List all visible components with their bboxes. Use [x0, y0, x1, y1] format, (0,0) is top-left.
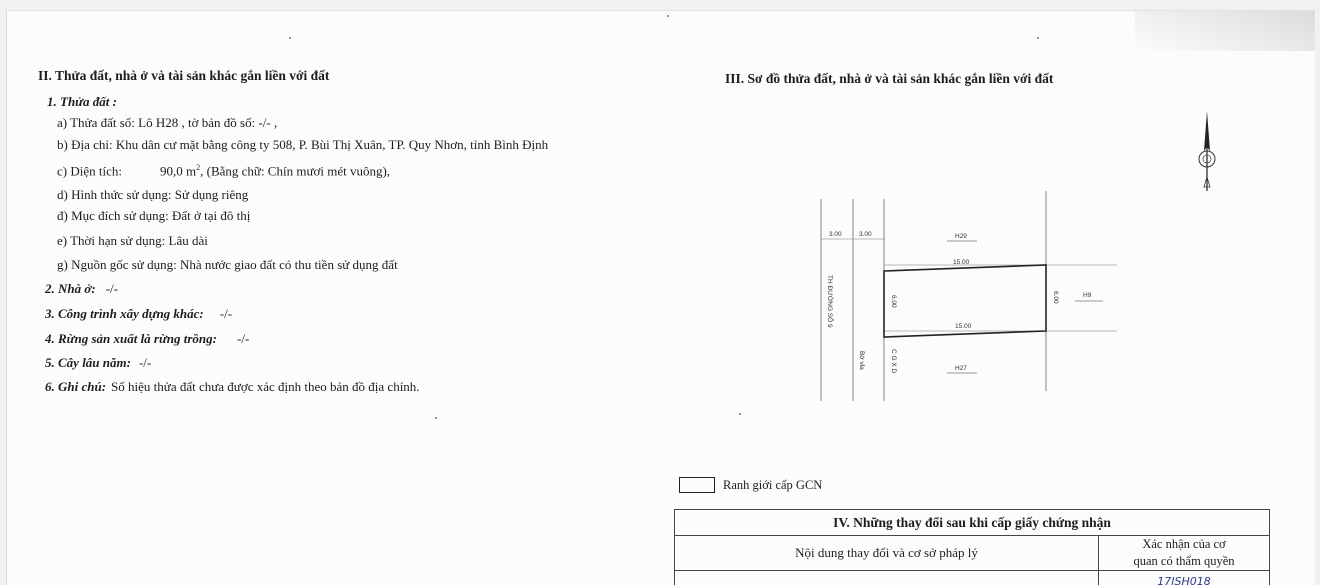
house-label: 2. Nhà ở: — [45, 281, 96, 296]
scan-speck — [739, 413, 741, 415]
changes-content-cell — [675, 571, 1099, 585]
legend — [679, 477, 822, 493]
sidewalk-label: Bờ vỉa — [858, 351, 865, 370]
cgxd-label: C G X D — [890, 349, 897, 373]
area-label: c) Diện tích: — [57, 163, 122, 178]
notes-label: 6. Ghi chú: — [45, 379, 106, 394]
use-form: d) Hình thức sử dụng: Sử dụng riêng — [57, 187, 248, 203]
other-construction-label: 3. Công trình xây dựng khác: — [45, 306, 204, 321]
road-width-1: 3.00 — [829, 231, 842, 238]
notes-value: Số hiệu thửa đất chưa được xác định theo bản đồ địa chính. — [111, 379, 420, 394]
perennial-trees-value: -/- — [139, 355, 151, 370]
land-parcel-heading: 1. Thửa đất : — [47, 94, 117, 110]
lot-top-neighbor: H29 — [955, 233, 967, 240]
perennial-trees-label: 5. Cây lâu năm: — [45, 355, 131, 370]
parcel-diagram — [797, 191, 1137, 411]
house-value: -/- — [106, 281, 118, 296]
lot-top-length: 15.00 — [953, 259, 969, 266]
section4-title: IV. Những thay đổi sau khi cấp giấy chứng nhận — [675, 510, 1270, 536]
scan-smudge — [1135, 11, 1315, 51]
changes-table — [674, 509, 1270, 585]
lot-left-width: 6.00 — [890, 295, 897, 308]
lot-bottom-neighbor: H27 — [955, 365, 967, 372]
road-width-2: 3.00 — [859, 231, 872, 238]
authority-header-line1: Xác nhận của cơ — [1099, 536, 1269, 553]
perennial-trees-item — [45, 355, 151, 371]
house-item — [45, 281, 118, 297]
planted-forest-label: 4. Rừng sản xuất là rừng trồng: — [45, 331, 217, 346]
authority-confirmation-header — [1099, 536, 1270, 571]
parcel-address: b) Địa chỉ: Khu dân cư mặt bằng công ty 508, P. Bùi Thị Xuân, TP. Quy Nhơn, tỉnh Bình Định — [57, 137, 548, 153]
area-in-words: , (Bằng chữ: Chín mươi mét vuông), — [200, 163, 390, 178]
area-value: 90,0 m — [160, 163, 196, 178]
certificate-page — [6, 10, 1315, 585]
use-purpose: đ) Mục đích sử dụng: Đất ở tại đô thị — [57, 208, 250, 224]
legend-label: Ranh giới cấp GCN — [723, 478, 822, 493]
authority-header-line2: quan có thẩm quyền — [1099, 553, 1269, 570]
parcel-area — [57, 163, 390, 179]
lot-bottom-length: 15.00 — [955, 323, 971, 330]
parcel-diagram-lines — [797, 191, 1137, 411]
lot-right-width: 6.00 — [1052, 291, 1059, 304]
handwritten-note: 17ISH018 — [1157, 575, 1211, 585]
notes-item — [45, 379, 420, 395]
parcel-number: a) Thửa đất số: Lô H28 , tờ bản đồ số: -/- , — [57, 115, 277, 131]
scan-speck — [1037, 37, 1039, 39]
scan-speck — [289, 37, 291, 39]
legend-boundary-swatch — [679, 477, 715, 493]
other-construction-value: -/- — [220, 306, 232, 321]
scan-speck — [435, 417, 437, 419]
authority-confirmation-cell — [1099, 571, 1270, 585]
planted-forest-value: -/- — [237, 331, 249, 346]
other-construction-item — [45, 306, 232, 322]
area-unit-superscript: 2 — [196, 163, 200, 172]
street-name: TH ĐƯỜNG SỐ 9 — [826, 275, 833, 328]
section2-title: II. Thửa đất, nhà ở và tài sản khác gắn liền với đất — [38, 68, 329, 84]
use-origin: g) Nguồn gốc sử dụng: Nhà nước giao đất có thu tiền sử dụng đất — [57, 257, 398, 273]
changes-content-header: Nội dung thay đổi và cơ sở pháp lý — [675, 536, 1099, 571]
lot-right-neighbor: H9 — [1083, 292, 1091, 299]
north-arrow-icon — [1195, 111, 1219, 201]
section3-title: III. Sơ đồ thửa đất, nhà ở và tài sản khác gắn liền với đất — [725, 71, 1053, 87]
use-duration: e) Thời hạn sử dụng: Lâu dài — [57, 233, 208, 249]
planted-forest-item — [45, 331, 249, 347]
scan-speck — [667, 15, 669, 17]
